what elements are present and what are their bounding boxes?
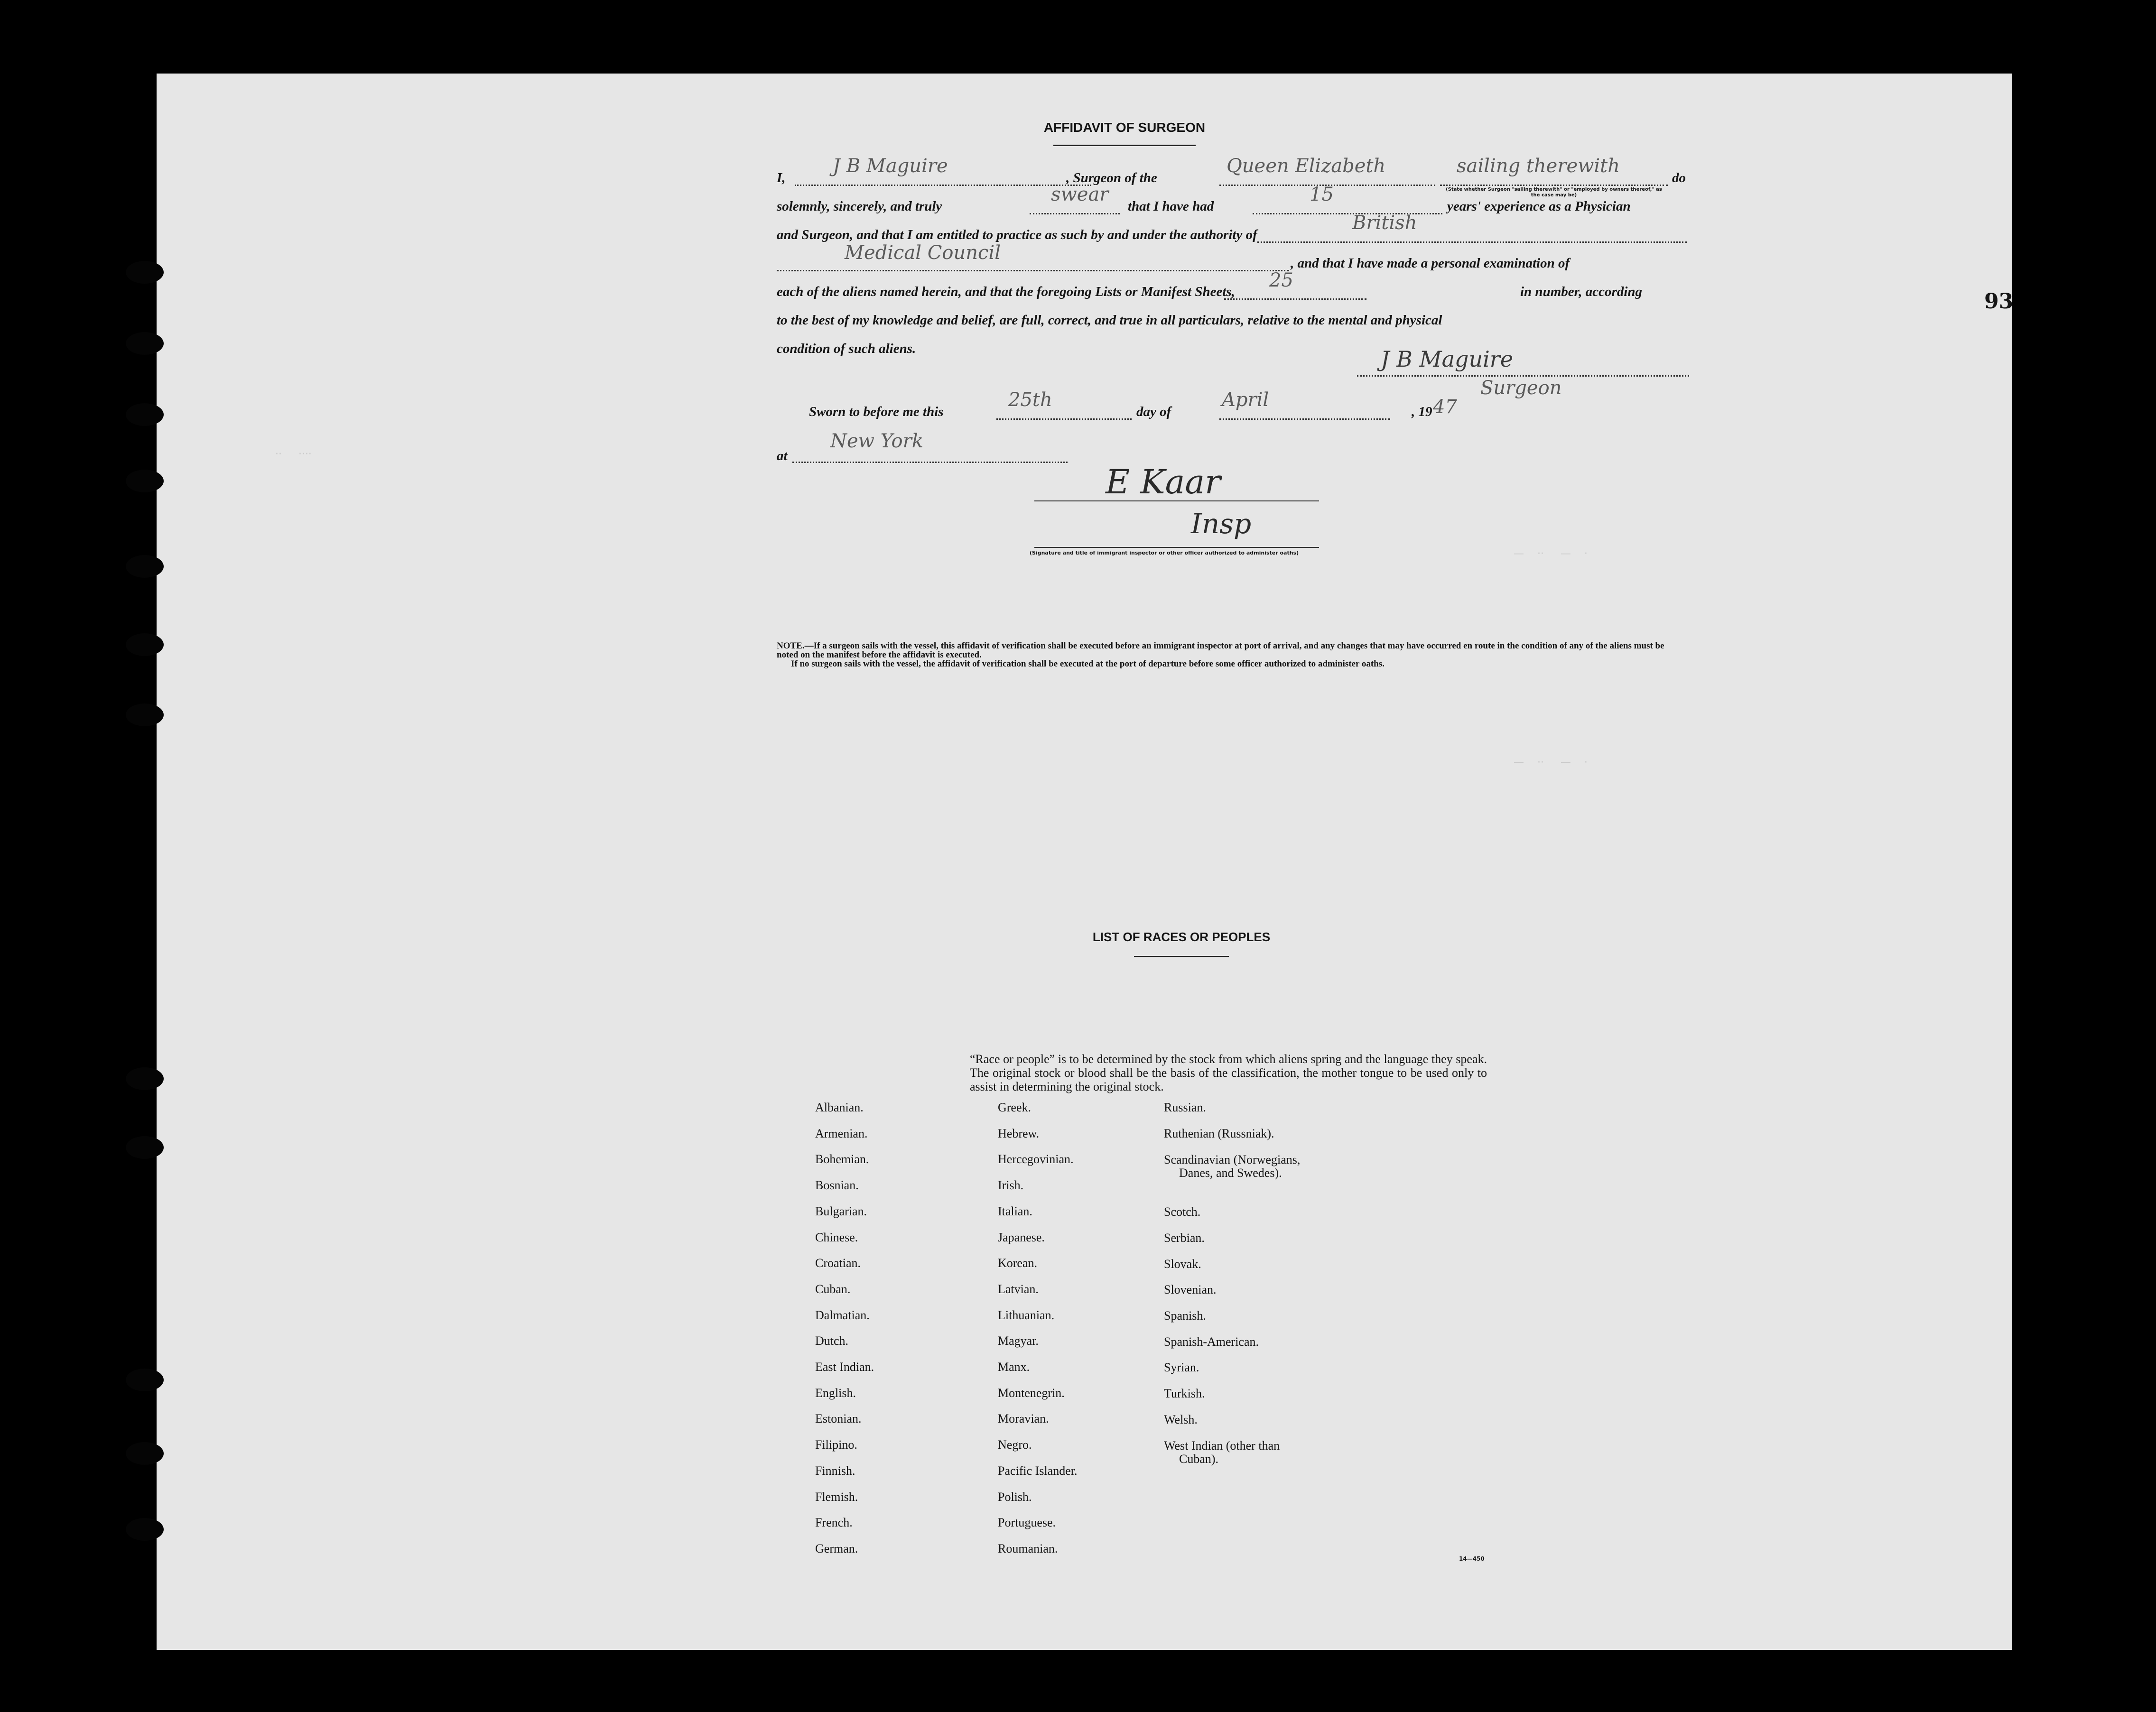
race-entry: Albanian. — [815, 1101, 864, 1114]
race-entry: Pacific Islander. — [998, 1463, 1078, 1478]
punch-hole — [126, 470, 164, 492]
at-place-handwritten: New York — [830, 430, 923, 452]
page-number: 93 — [1984, 289, 2014, 314]
years-handwritten: 15 — [1310, 184, 1334, 205]
bleed-through-marks: — ·· — · — [1514, 548, 1588, 560]
punch-hole — [126, 403, 164, 426]
race-entry: Portuguese. — [998, 1516, 1056, 1530]
surgeon-signature-line — [1357, 375, 1689, 377]
race-entry: Welsh. — [1164, 1413, 1198, 1426]
race-entry: Magyar. — [998, 1334, 1039, 1348]
race-entry: Danes, and Swedes). — [1179, 1166, 1282, 1180]
race-entry: Lithuanian. — [998, 1308, 1055, 1322]
authority-handwritten-2: Medical Council — [845, 242, 1001, 264]
sworn-year-handwritten: 47 — [1433, 396, 1457, 418]
race-entry: English. — [815, 1386, 856, 1400]
surgeon-name-handwritten: J B Maguire — [833, 155, 948, 177]
sworn-day-handwritten: 25th — [1008, 389, 1052, 411]
line2-prefix: solemnly, sincerely, and truly — [777, 199, 942, 214]
race-entry: Finnish. — [815, 1463, 855, 1478]
race-entry: Slovenian. — [1164, 1283, 1217, 1296]
line1-mid: , Surgeon of the — [1066, 170, 1157, 185]
race-entry: Bosnian. — [815, 1178, 859, 1193]
officer-caption: (Signature and title of immigrant inspector or other officer authorized to administer oaths) — [1030, 550, 1299, 556]
races-title-underline — [1134, 956, 1229, 957]
capacity-handwritten: sailing therewith — [1457, 155, 1620, 177]
punch-hole — [126, 1518, 164, 1541]
punch-hole — [126, 1369, 164, 1391]
race-entry: Montenegrin. — [998, 1386, 1065, 1400]
race-entry: Estonian. — [815, 1412, 862, 1426]
races-title: LIST OF RACES OR PEOPLES — [1092, 930, 1271, 944]
race-entry: Scandinavian (Norwegians, — [1164, 1153, 1301, 1166]
note-text: NOTE.—If a surgeon sails with the vessel, this affidavit of verification shall be executed before an immigrant inspector at port of arrival, and any changes that may have occurred en route in the condition of any of the aliens must be noted on the manifest before the affidavit is executed. — [777, 641, 1664, 660]
surgeon-signature: J B Maguire — [1381, 346, 1514, 372]
race-entry: Armenian. — [815, 1126, 868, 1140]
race-entry: Serbian. — [1164, 1231, 1205, 1245]
sworn-prefix: Sworn to before me this — [809, 404, 944, 419]
race-entry: Irish. — [998, 1178, 1024, 1193]
race-entry: Bulgarian. — [815, 1204, 867, 1218]
race-entry: Moravian. — [998, 1412, 1049, 1426]
race-entry: Japanese. — [998, 1230, 1045, 1244]
sworn-day-field — [996, 418, 1132, 420]
affidavit-line-2 — [777, 199, 1688, 214]
race-entry: Cuban). — [1179, 1452, 1219, 1466]
surgeon-name-field — [795, 185, 1091, 186]
punch-hole — [126, 1442, 164, 1465]
line2-suffix: years' experience as a Physician — [1447, 199, 1631, 214]
affidavit-note — [777, 641, 1688, 668]
sworn-year-prefix: , 19 — [1412, 404, 1432, 419]
punch-hole — [126, 633, 164, 656]
race-entry: Bohemian. — [815, 1152, 869, 1166]
line4-suffix: , and that I have made a personal examination of — [1291, 256, 1570, 271]
affidavit-line-6: to the best of my knowledge and belief, are full, correct, and true in all particulars, relative to the mental and physical — [777, 313, 1442, 328]
affidavit-line-7: condition of such aliens. — [777, 341, 916, 356]
sworn-line — [809, 404, 1497, 420]
oath-verb-field — [1030, 213, 1120, 214]
race-entry: Turkish. — [1164, 1387, 1205, 1400]
oath-verb-handwritten: swear — [1051, 184, 1109, 205]
race-entry: Spanish-American. — [1164, 1335, 1259, 1349]
officer-title-handwritten: Insp — [1191, 508, 1252, 540]
sheet-count-field — [1224, 298, 1366, 300]
race-entry: Roumanian. — [998, 1541, 1058, 1555]
at-prefix: at — [777, 448, 788, 463]
bleed-through-marks: — ·· — · — [1514, 757, 1588, 768]
punch-hole — [126, 261, 164, 284]
race-entry: Hebrew. — [998, 1126, 1040, 1140]
line5-suffix: in number, according — [1520, 284, 1643, 299]
punch-hole — [126, 555, 164, 578]
race-entry: Syrian. — [1164, 1360, 1199, 1374]
race-entry: Russian. — [1164, 1101, 1206, 1114]
race-entry: Korean. — [998, 1256, 1038, 1270]
punch-hole — [126, 1136, 164, 1159]
race-entry: Ruthenian (Russniak). — [1164, 1127, 1274, 1140]
line1-prefix: I, — [777, 170, 786, 185]
officer-signature: E Kaar — [1106, 463, 1221, 501]
note-text-2: If no surgeon sails with the vessel, the affidavit of verification shall be executed at the port of departure before some officer authorized to administer oaths. — [791, 659, 1385, 669]
affidavit-line-4 — [1291, 256, 1689, 271]
race-entry: Italian. — [998, 1204, 1032, 1218]
line2-mid: that I have had — [1128, 199, 1214, 214]
race-entry: Polish. — [998, 1490, 1032, 1504]
capacity-field — [1440, 185, 1668, 186]
races-intro: “Race or people” is to be determined by the stock from which aliens spring and the language they speak. The original stock or blood shall be the basis of the classification, the mother tongue to be used only to assist in determining the original stock. — [970, 1052, 1487, 1093]
ship-name-handwritten: Queen Elizabeth — [1227, 155, 1386, 177]
race-entry: East Indian. — [815, 1360, 874, 1374]
bleed-through-marks: ·· ···· — [275, 448, 312, 460]
race-entry: Negro. — [998, 1438, 1032, 1452]
race-entry: Dutch. — [815, 1334, 849, 1348]
surgeon-title-handwritten: Surgeon — [1480, 377, 1562, 399]
capacity-note: (State whether Surgeon "sailing therewith" or "employed by owners thereof," as the case may be) — [1446, 187, 1662, 198]
authority-handwritten-1: British — [1352, 212, 1417, 234]
race-entry: Croatian. — [815, 1256, 861, 1270]
affidavit-title: AFFIDAVIT OF SURGEON — [1043, 120, 1206, 135]
sworn-month-field — [1219, 418, 1390, 420]
race-entry: Latvian. — [998, 1282, 1039, 1296]
affidavit-line-3 — [777, 227, 1688, 243]
at-place-field — [792, 462, 1068, 463]
race-entry: Chinese. — [815, 1230, 858, 1244]
race-entry: Dalmatian. — [815, 1308, 870, 1322]
race-entry: Cuban. — [815, 1282, 851, 1296]
sworn-month-handwritten: April — [1222, 389, 1269, 411]
punch-hole — [126, 332, 164, 355]
race-entry: Filipino. — [815, 1438, 857, 1452]
race-entry: German. — [815, 1541, 858, 1555]
authority-field-2 — [777, 270, 1289, 271]
line5-prefix: each of the aliens named herein, and that the foregoing Lists or Manifest Sheets, — [777, 284, 1235, 299]
authority-field-1 — [1257, 241, 1687, 243]
form-number: 14—450 — [1459, 1555, 1485, 1562]
race-entry: Spanish. — [1164, 1309, 1206, 1323]
race-entry: Slovak. — [1164, 1257, 1201, 1271]
race-entry: Hercegovinian. — [998, 1152, 1074, 1166]
race-entry: Manx. — [998, 1360, 1030, 1374]
race-entry: Scotch. — [1164, 1205, 1201, 1219]
punch-hole — [126, 1067, 164, 1090]
line3-prefix: and Surgeon, and that I am entitled to practice as such by and under the authority of — [777, 227, 1257, 242]
sworn-mid: day of — [1136, 404, 1171, 419]
officer-signature-line-2 — [1034, 547, 1319, 548]
affidavit-line-5 — [777, 284, 1688, 300]
punch-hole — [126, 703, 164, 726]
line1-suffix: do — [1672, 170, 1686, 185]
title-underline — [1053, 145, 1196, 146]
sheet-count-handwritten: 25 — [1269, 269, 1293, 291]
race-entry: Greek. — [998, 1101, 1032, 1114]
race-entry: French. — [815, 1516, 853, 1530]
document-page — [157, 74, 2012, 1650]
race-entry: Flemish. — [815, 1490, 858, 1504]
race-entry: West Indian (other than — [1164, 1439, 1280, 1453]
